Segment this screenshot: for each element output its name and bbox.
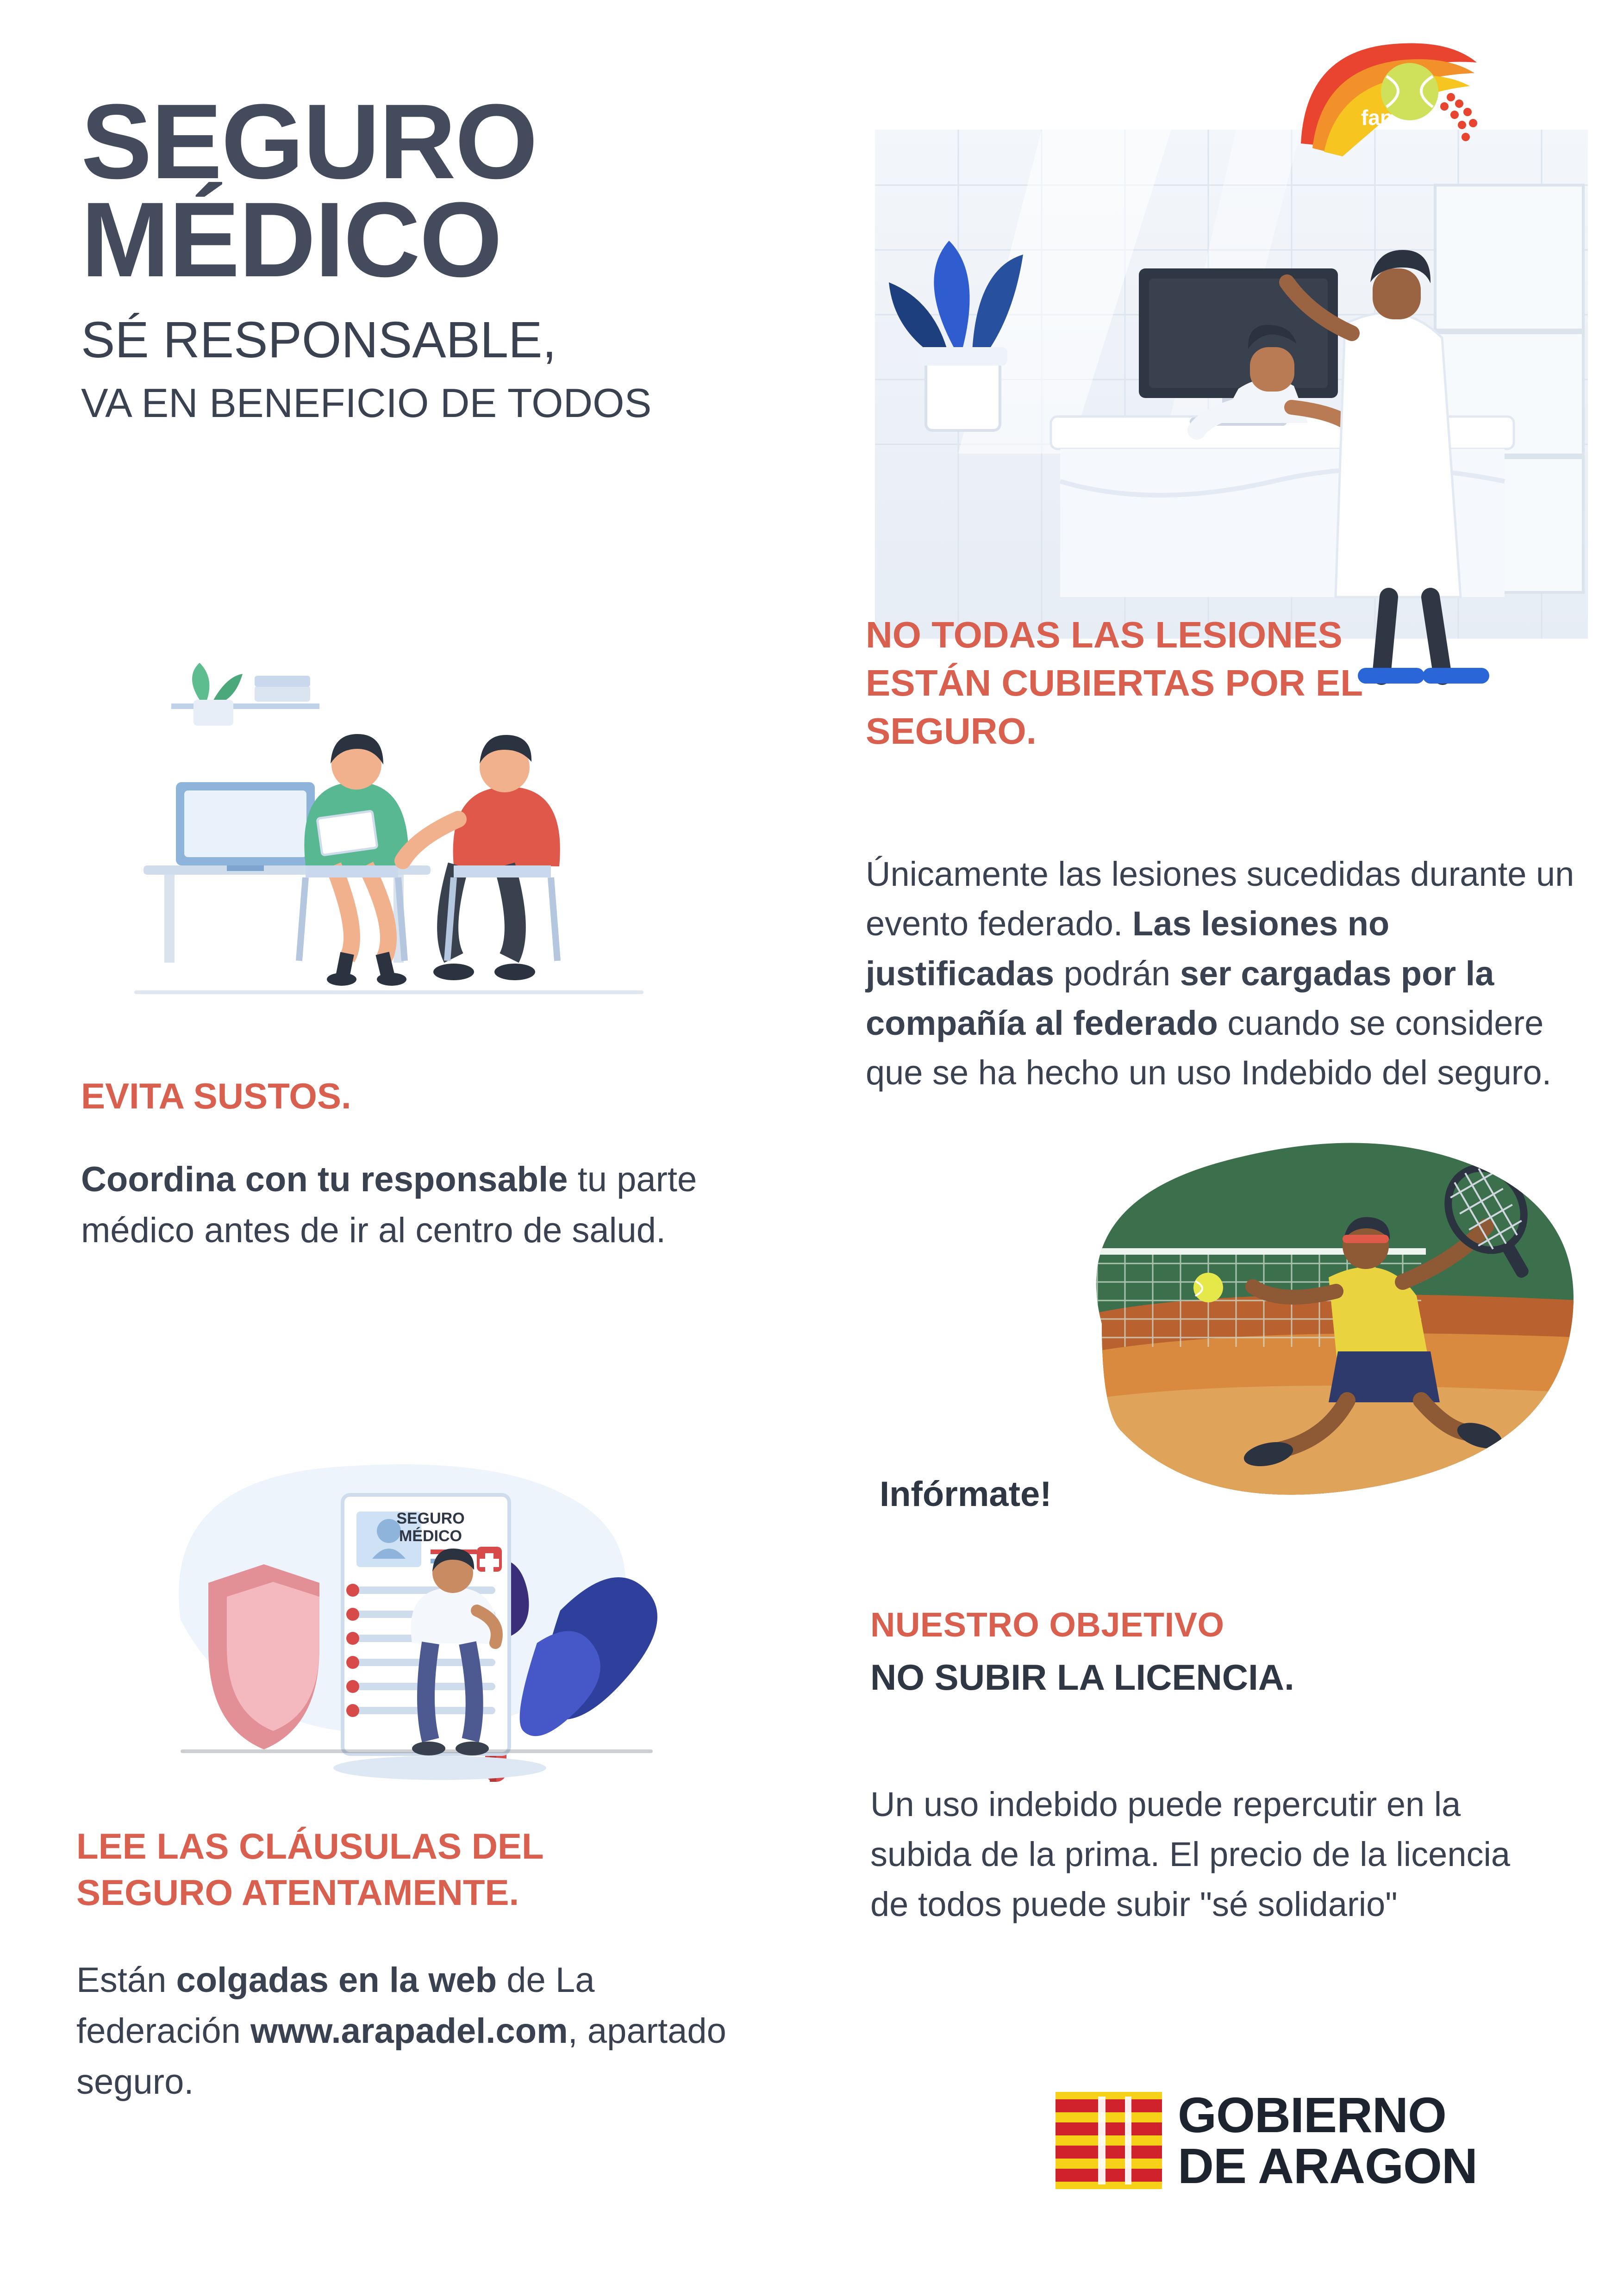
unicamente-end: cuando se considere que se ha hecho un uso Indebido del seguro. [866,1003,1552,1092]
evita-sustos-body-bold: Coordina con tu responsable [81,1159,568,1199]
insurance-card-illustration-svg [153,1425,681,1805]
lee-clausulas-heading-line2: SEGURO ATENTAMENTE. [76,1872,519,1913]
unicamente-paragraph [866,849,1579,1097]
objetivo-block [870,1604,1542,1700]
lee-body-mid: de La federación [76,1960,595,2051]
no-todas-line-2: ESTÁN CUBIERTAS POR EL [866,662,1363,703]
aragon-flag-icon [1056,2092,1162,2189]
gobierno-line-2: DE ARAGON [1178,2138,1478,2194]
consultation-illustration [88,648,676,1000]
title-block [81,82,766,427]
page-title-line2: MÉDICO [81,180,501,299]
padel-action-illustration [1069,1125,1583,1495]
lee-body-pre: Están [76,1960,176,2000]
page-title [81,82,766,299]
consultation-illustration-svg [88,648,676,1000]
arapadel-url[interactable]: www.arapadel.com [250,2011,568,2051]
evita-sustos-body [81,1154,748,1256]
objetivo-subheading: NO SUBIR LA LICENCIA. [870,1656,1294,1698]
fap-logo-svg [1292,32,1486,167]
gobierno-line-1: GOBIERNO [1178,2086,1447,2143]
svg-text:fap: fap [1361,106,1393,130]
lee-clausulas-heading-line1: LEE LAS CLÁUSULAS DEL [76,1826,544,1867]
unicamente-mid: podrán [1054,954,1180,993]
card-title-line2: MÉDICO [399,1527,462,1545]
insurance-card-illustration [153,1425,681,1805]
no-todas-heading [866,611,1523,755]
card-title-line1: SEGURO [396,1510,465,1527]
subtitle-line-1: SÉ RESPONSABLE, [81,311,557,369]
lee-clausulas-heading [76,1823,762,1916]
fap-logo [1292,32,1486,167]
unicamente-pre: Únicamente las lesiones sucedidas durante un evento federado. [866,855,1574,943]
lee-body-end: , apartado seguro. [76,2011,726,2102]
evita-sustos-block [81,1074,748,1256]
clinic-illustration-svg [819,130,1588,694]
lee-clausulas-block [76,1823,762,2108]
no-todas-line-3: SEGURO. [866,710,1037,752]
lee-body-bold: colgadas en la web [176,1960,497,2000]
lee-clausulas-body [76,1955,762,2108]
objetivo-heading: NUESTRO OBJETIVO [870,1605,1224,1644]
informate-text: Infórmate! [880,1475,1052,1514]
no-todas-block [866,611,1523,755]
evita-sustos-body-rest: tu parte médico antes de ir al centro de salud. [81,1159,697,1250]
subtitle-line-2: VA EN BENEFICIO DE TODOS [81,380,652,426]
evita-sustos-heading: EVITA SUSTOS. [81,1076,351,1116]
page-title-line1: SEGURO [81,82,537,201]
unicamente-bold-2: ser cargadas por la compañía al federado [866,954,1494,1042]
unicamente-bold-1: Las lesiones no justificadas [866,904,1390,993]
clinic-illustration [819,130,1588,694]
gobierno-de-aragon-logo [1056,2073,1551,2208]
gobierno-de-aragon-text [1178,2086,1478,2194]
no-todas-line-1: NO TODAS LAS LESIONES [866,614,1343,655]
padel-action-illustration-svg [1069,1125,1583,1495]
objetivo-body: Un uso indebido puede repercutir en la subida de la prima. El precio de la licencia de todos puede subir "sé solidario" [870,1785,1511,1924]
